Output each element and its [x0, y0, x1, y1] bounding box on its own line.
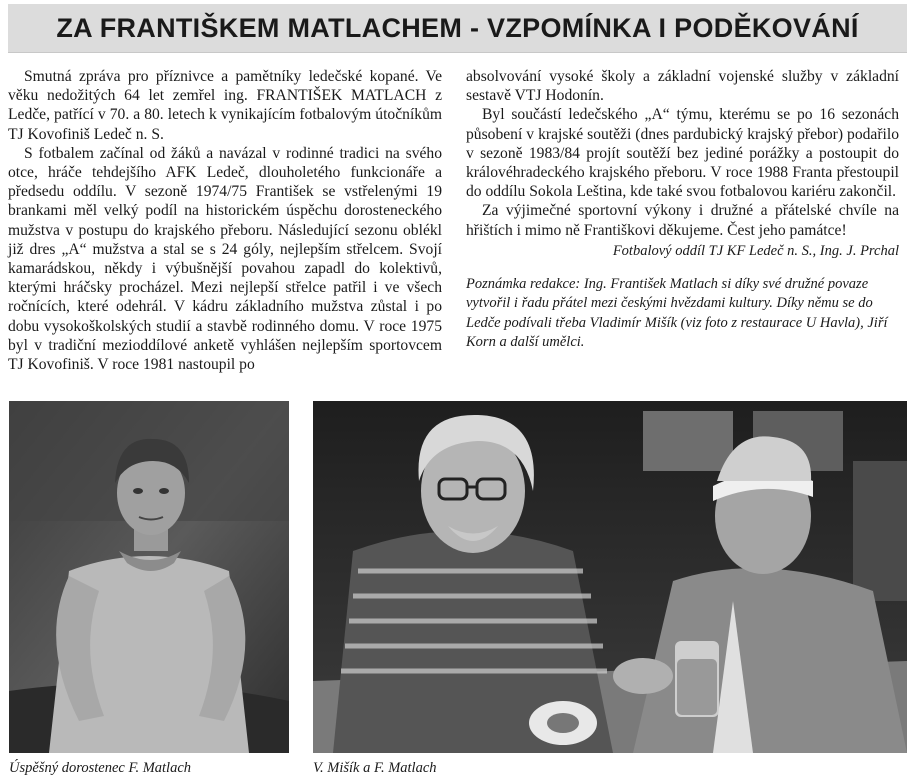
paragraph: S fotbalem začínal od žáků a navázal v rodinné tradici na svého otce, hráče tehdejšího AFK Ledeč, dlouholetého funkcionáře a předsedu oddílu. V sezoně 1974/75 František se vstřelenými 19 brankami měl velký podíl na historickém úspěchu dorosteneckého mužstva v postupu do krajského přeboru. Následující sezonu oblékl již dres „A“ mužstva a stal se s 24 góly, nejlepším střelcem. Svojí kamarádskou, někdy i výbušnější povahou zapadl do kolektivů, kterými hráčsky procházel. Mezi nejlepší střelce patřil i ve všech ročnících, které odehrál. V kádru základního mužstva zůstal i po dobu vysokoškolských studií a stavbě rodinného domu. V roce 1975 byl v tradiční mezioddílové anketě vyhlášen nejlepším sportovcem TJ Kovofiniš. V roce 1981 nastoupil po [8, 144, 442, 374]
photo-caption: V. Mišík a F. Matlach [313, 760, 437, 776]
article-column-right [466, 67, 899, 353]
signature: Fotbalový oddíl TJ KF Ledeč n. S., Ing. J. Prchal [612, 242, 899, 259]
photo-caption: Úspěšný dorostenec F. Matlach [9, 760, 192, 776]
paragraph: absolvování vysoké školy a základní vojenské služby v základní sestavě VTJ Hodonín. [466, 68, 899, 105]
article-headline: ZA FRANTIŠKEM MATLACHEM - VZPOMÍNKA I PODĚKOVÁNÍ [8, 4, 907, 53]
paragraph: Smutná zpráva pro příznivce a pamětníky ledečské kopané. Ve věku nedožitých 64 let zemřel ing. FRANTIŠEK MATLACH z Ledče, patřící v 70. a 80. letech k vynikajícím fotbalovým útočníkům TJ Kovofiniš Ledeč n. S. [8, 68, 442, 143]
photo-young-matlach [9, 401, 289, 753]
paragraph: Byl součástí ledečského „A“ týmu, kterému se po 16 sezonách působení v krajské soutěži (dnes pardubický krajský přebor) podařilo v sezoně 1983/84 projít soutěží bez jediné porážky a postoupit do královéhradeckého krajského přeboru. V roce 1988 Franta přestoupil do oddílu Sokola Leština, kde také svou fotbalovou kariéru zakončil. [466, 106, 899, 201]
article-column-left [8, 67, 442, 374]
photo-misik-and-matlach [313, 401, 907, 753]
editor-note: Poznámka redakce: Ing. František Matlach si díky své družné povaze vytvořil i řadu přátel mezi českými hvězdami kultury. Díky němu se do Ledče podívali třeba Vladimír Mišík (viz foto z restaurace U Havla), Jiří Korn a další umělci. [466, 276, 888, 351]
paragraph: Za výjimečné sportovní výkony i družné a přátelské chvíle na hřištích i mimo ně Františkovi děkujeme. Čest jeho památce! [466, 202, 899, 239]
